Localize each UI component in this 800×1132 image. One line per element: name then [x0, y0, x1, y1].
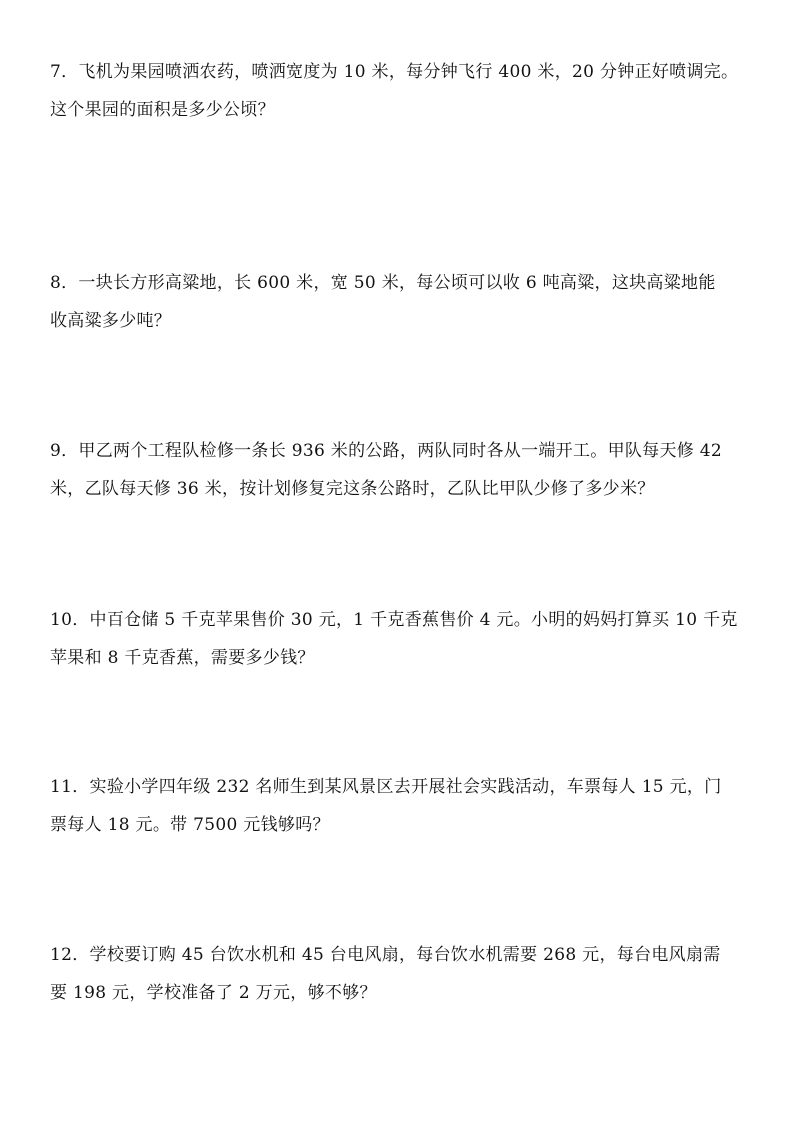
- question-11-line-2: 票每人 18 元。带 7500 元钱够吗？: [50, 815, 330, 835]
- question-7-line-2: 这个果园的面积是多少公顷？: [50, 100, 275, 120]
- question-8: [50, 264, 765, 340]
- question-12-line-1: 12．学校要订购 45 台饮水机和 45 台电风扇，每台饮水机需要 268 元，每台电风扇需: [50, 945, 721, 965]
- question-11: [50, 768, 765, 844]
- question-12-line-2: 要 198 元，学校准备了 2 万元，够不够？: [50, 983, 377, 1003]
- question-10: [50, 601, 765, 677]
- question-9-line-2: 米，乙队每天修 36 米，按计划修复完这条公路时，乙队比甲队少修了多少米？: [50, 479, 655, 499]
- question-7-line-1: 7．飞机为果园喷洒农药，喷洒宽度为 10 米，每分钟飞行 400 米，20 分钟正好喷调完。: [50, 62, 739, 82]
- question-10-line-2: 苹果和 8 千克香蕉，需要多少钱？: [50, 648, 315, 668]
- question-12: [50, 936, 765, 1012]
- question-9-line-1: 9．甲乙两个工程队检修一条长 936 米的公路，两队同时各从一端开工。甲队每天修 42: [50, 441, 723, 461]
- question-10-line-1: 10．中百仓储 5 千克苹果售价 30 元，1 千克香蕉售价 4 元。小明的妈妈打算买 10 千克: [50, 610, 738, 630]
- question-7: [50, 53, 765, 129]
- question-8-line-1: 8．一块长方形高粱地，长 600 米，宽 50 米，每公顷可以收 6 吨高粱，这块高粱地能: [50, 273, 716, 293]
- question-11-line-1: 11．实验小学四年级 232 名师生到某风景区去开展社会实践活动，车票每人 15 元，门: [50, 777, 722, 797]
- question-8-line-2: 收高粱多少吨？: [50, 311, 172, 331]
- question-9: [50, 432, 765, 508]
